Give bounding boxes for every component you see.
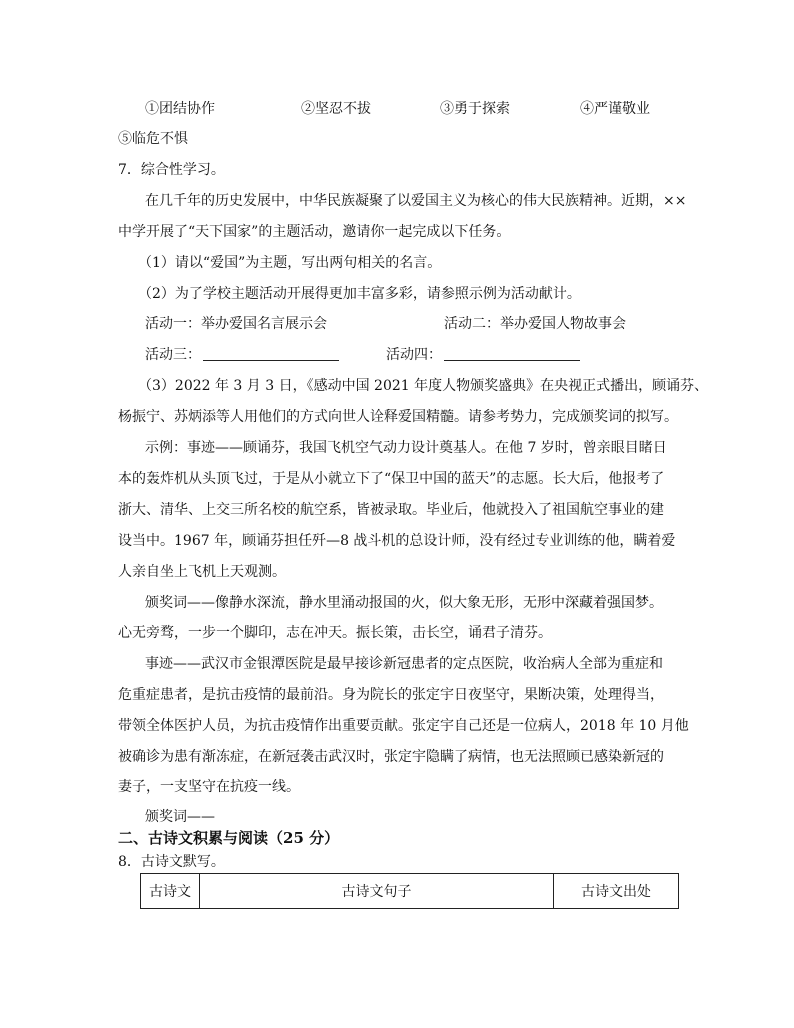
deed-line-3: 带领全体医护人员，为抗击疫情作出重要贡献。张定宇自己还是一位病人，2018 年 10 月他 [118, 718, 689, 734]
header-source: 古诗文出处 [554, 874, 679, 909]
option-2: ②坚忍不拔 [301, 101, 371, 117]
q7-task-3-line-2: 杨振宁、苏炳添等人用他们的方式向世人诠释爱国精髓。请参考势力，完成颁奖词的拟写。 [118, 409, 678, 425]
header-poem: 古诗文 [141, 874, 200, 909]
option-4: ④严谨敬业 [580, 101, 650, 117]
example-line-3: 浙大、清华、上交三所名校的航空系，皆被录取。毕业后，他就投入了祖国航空事业的建 [118, 502, 664, 518]
deed-line-5: 妻子，一支坚守在抗疫一线。 [118, 779, 300, 795]
deed-line-1: 事迹——武汉市金银潭医院是最早接诊新冠患者的定点医院，收治病人全部为重症和 [145, 656, 663, 672]
q7-task-1: （1）请以“爱国”为主题，写出两句相关的名言。 [138, 255, 442, 271]
poetry-table [140, 873, 679, 909]
activity-3 [145, 344, 339, 364]
option-3: ③勇于探索 [440, 101, 510, 117]
question-7-number: 7．综合性学习。 [118, 162, 225, 178]
deed-line-4: 被确诊为患有渐冻症，在新冠袭击武汉时，张定宇隐瞒了病情，也无法照顾已感染新冠的 [118, 749, 664, 765]
activity-2: 活动二：举办爱国人物故事会 [444, 316, 626, 332]
option-1: ①团结协作 [145, 101, 215, 117]
activity-3-label: 活动三： [145, 347, 201, 363]
activity-4-blank[interactable] [444, 346, 580, 361]
activity-4 [386, 344, 580, 364]
example-line-5: 人亲自坐上飞机上天观测。 [118, 564, 286, 580]
table-header-row [141, 874, 679, 909]
q7-task-3-line-1: （3）2022 年 3 月 3 日，《感动中国 2021 年度人物颁奖盛典》在央视正式播出，顾诵芬、 [138, 378, 709, 394]
example-line-4: 设当中。1967 年，顾诵芬担任歼—8 战斗机的总设计师，没有经过专业训练的他，瞒着爱 [118, 533, 676, 549]
header-sentence: 古诗文句子 [200, 874, 554, 909]
activity-4-label: 活动四： [386, 347, 442, 363]
q7-intro-line-1: 在几千年的历史发展中，中华民族凝聚了以爱国主义为核心的伟大民族精神。近期，×× [145, 193, 687, 209]
award-line-1: 颁奖词——像静水深流，静水里涌动报国的火，似大象无形，无形中深藏着强国梦。 [145, 595, 663, 611]
activity-1: 活动一：举办爱国名言展示会 [145, 316, 327, 332]
deed-line-2: 危重症患者，是抗击疫情的最前沿。身为院长的张定宇日夜坚守，果断决策，处理得当， [118, 687, 664, 703]
example-line-2: 本的轰炸机从头顶飞过，于是从小就立下了“保卫中国的蓝天”的志愿。长大后，他报考了 [118, 471, 665, 487]
example-line-1: 示例：事迹——顾诵芬，我国飞机空气动力设计奠基人。在他 7 岁时，曾亲眼目睹日 [145, 440, 667, 456]
section-2-heading: 二、古诗文积累与阅读（25 分） [118, 829, 340, 847]
option-5: ⑤临危不惧 [118, 131, 188, 147]
award-blank: 颁奖词—— [145, 809, 215, 825]
question-8-number: 8．古诗文默写。 [118, 854, 225, 870]
activity-3-blank[interactable] [203, 346, 339, 361]
award-line-2: 心无旁骛，一步一个脚印，志在冲天。振长策，击长空，诵君子清芬。 [118, 625, 552, 641]
q7-intro-line-2: 中学开展了“天下国家”的主题活动，邀请你一起完成以下任务。 [118, 224, 511, 240]
q7-task-2: （2）为了学校主题活动开展得更加丰富多彩，请参照示例为活动献计。 [138, 286, 581, 302]
